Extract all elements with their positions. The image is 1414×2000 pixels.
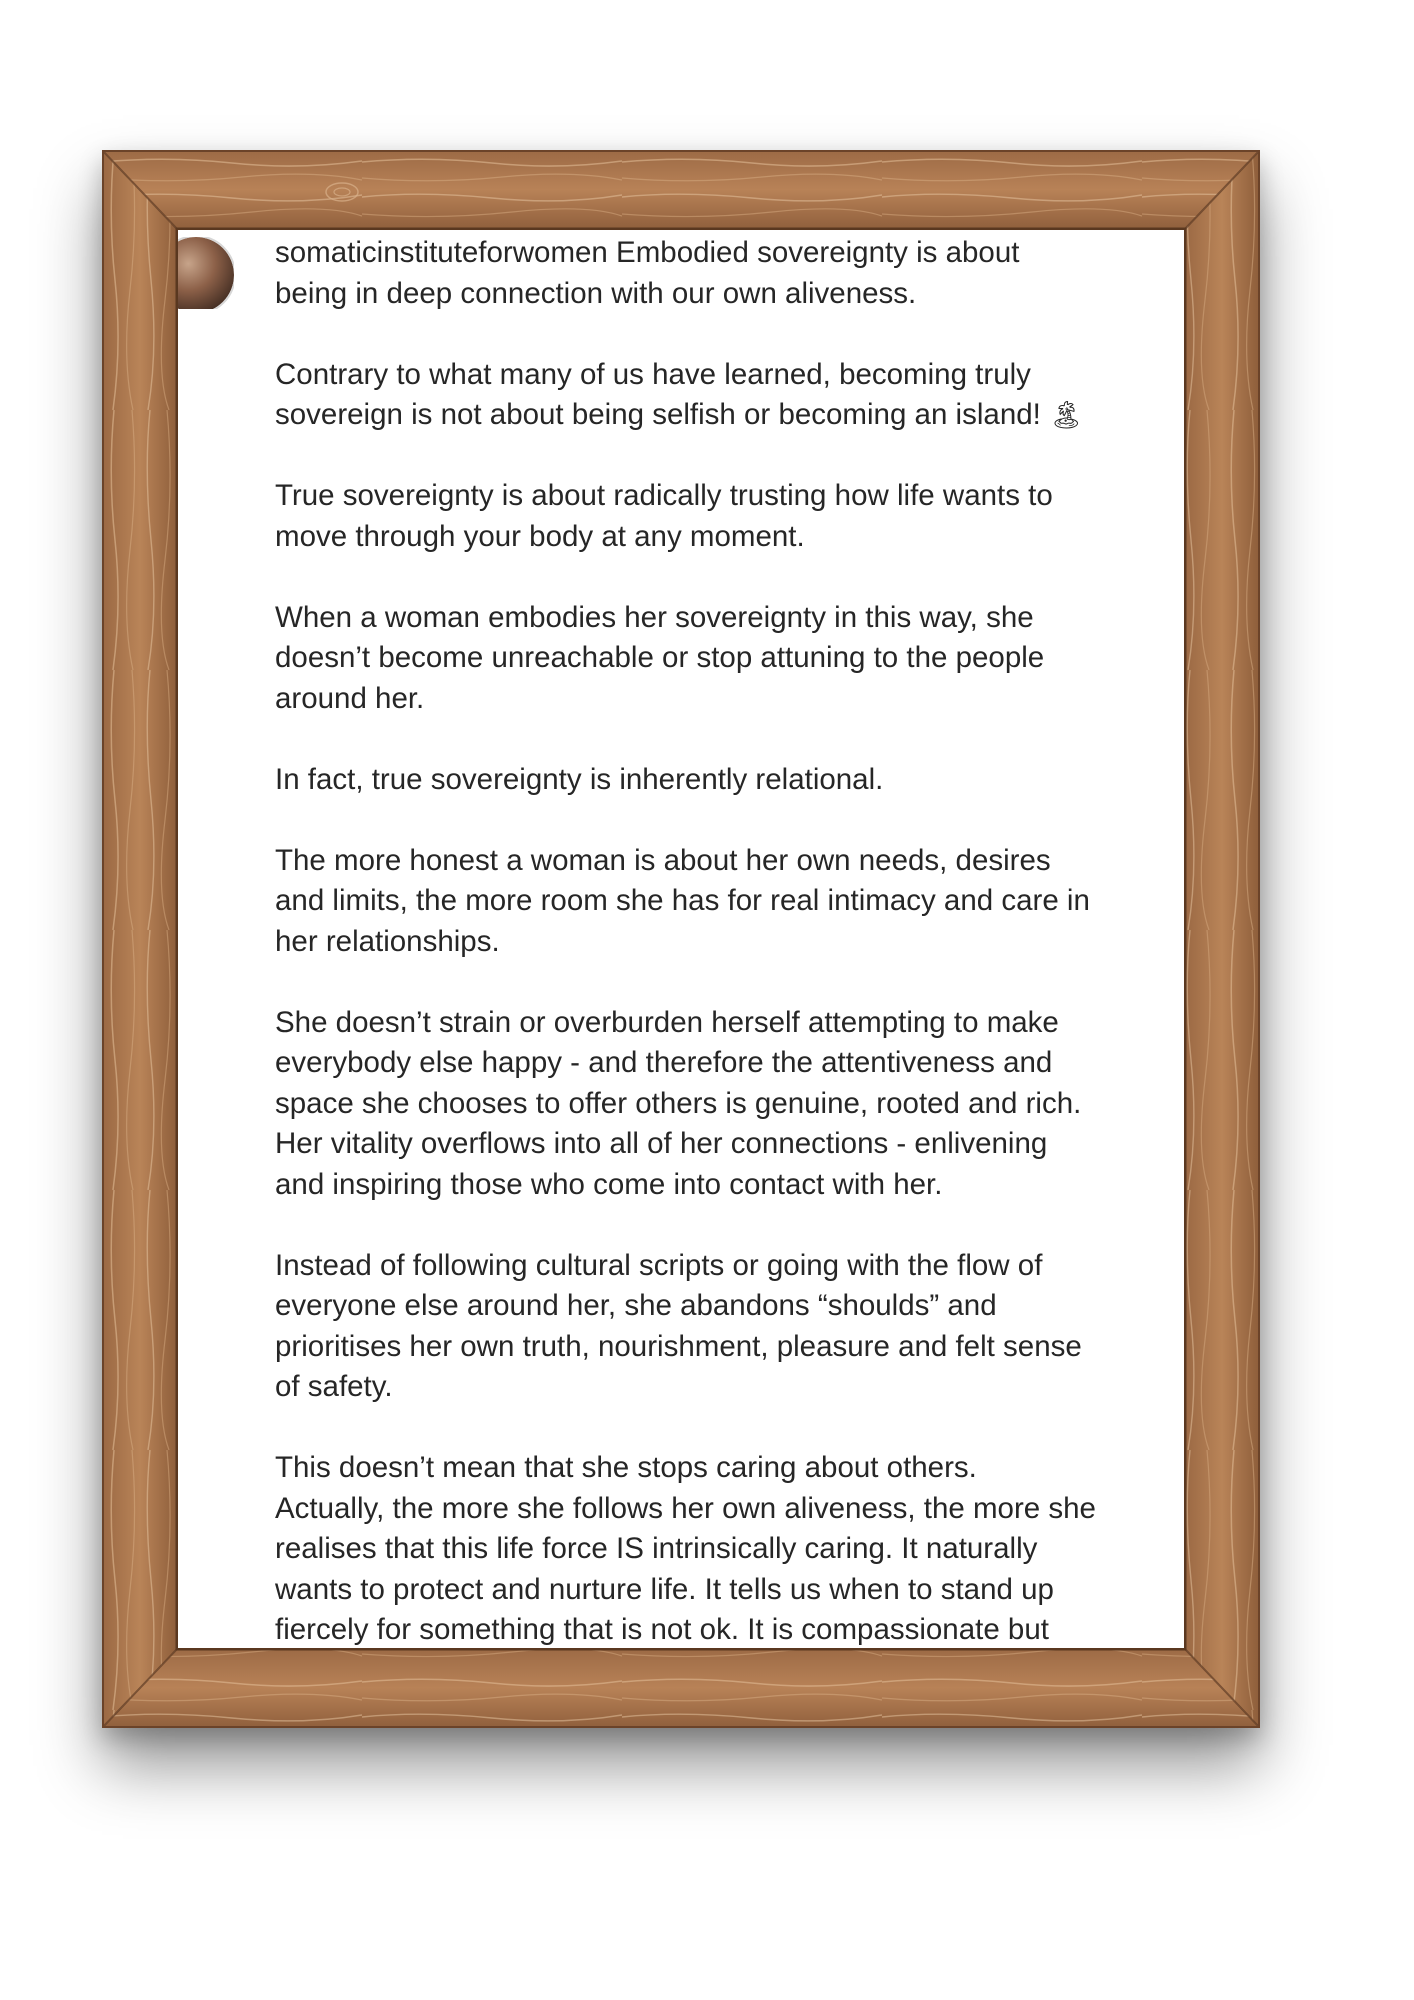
island-emoji-icon: 🏝: [1049, 400, 1084, 430]
caption-paragraph-9: This doesn’t mean that she stops caring about others. Actually, the more she follows her own aliveness, the more she realises that this life force IS intrinsically caring. It naturally wants to protect and nurture life. It tells us when to stand up fiercely for something that is not ok. It is compassionate but: [275, 1451, 1096, 1646]
caption-paragraph-2: [275, 355, 1184, 436]
caption-paragraph-1: [275, 233, 1184, 314]
caption-paragraph-8: Instead of following cultural scripts or going with the flow of everyone else around her, she abandons “shoulds” and prioritises her own truth, nourishment, pleasure and felt sense of safety.: [275, 1248, 1082, 1403]
caption-text: Embodied sovereignty is about being in deep connection with our own aliveness.: [275, 236, 1020, 310]
picture-frame: [102, 150, 1260, 1728]
caption-paragraph-3: True sovereignty is about radically trusting how life wants to move through your body at any moment.: [275, 479, 1053, 553]
profile-avatar-icon[interactable]: [178, 237, 234, 309]
caption-text: Contrary to what many of us have learned, becoming truly sovereign is not about being selfish or becoming an island!: [275, 357, 1041, 431]
avatar-ring: [178, 237, 234, 309]
username-link[interactable]: somaticinstituteforwomen: [275, 236, 608, 269]
post-caption-screenshot: [178, 230, 1184, 1648]
caption-paragraph-6: The more honest a woman is about her own needs, desires and limits, the more room she has for real intimacy and care in her relationships.: [275, 843, 1090, 958]
caption-paragraph-5: In fact, true sovereignty is inherently relational.: [275, 762, 884, 796]
caption-paragraph-4: When a woman embodies her sovereignty in this way, she doesn’t become unreachable or stop attuning to the people around her.: [275, 600, 1045, 715]
post-caption: [275, 230, 1184, 1648]
caption-paragraph-7: She doesn’t strain or overburden herself attempting to make everybody else happy - and therefore the attentiveness and space she chooses to offer others is genuine, rooted and rich. Her vitality overflows into all of her connections - enlivening and inspiring those who come into contact with her.: [275, 1005, 1082, 1201]
